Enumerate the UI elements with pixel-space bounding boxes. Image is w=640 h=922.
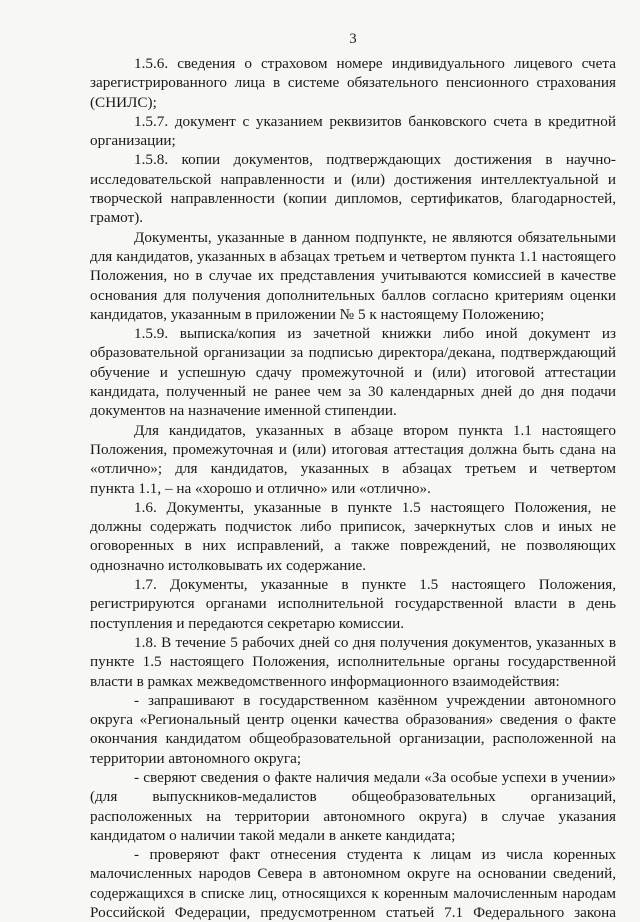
text-line: зарегистрированного лица в системе обязательного пенсионного страхования xyxy=(90,74,616,92)
text-line: грамот). xyxy=(90,209,144,227)
text-line: «отлично»; для кандидатов, указанных в абзацах третьем и четвертом xyxy=(90,460,616,478)
text-line: Положения, но в случае их представления учитываются комиссией в качестве xyxy=(90,267,616,285)
text-line: исследовательской направленности и (или) достижения интеллектуальной и xyxy=(90,170,616,188)
text-line: содержащихся в списке лиц, относящихся к коренным малочисленным народам xyxy=(90,884,616,902)
paragraph xyxy=(90,324,616,420)
text-line: 1.5.6. сведения о страховом номере индивидуального лицевого счета xyxy=(134,55,616,72)
text-line: - проверяют факт отнесения студента к лицам из числа коренных xyxy=(134,846,616,864)
paragraph xyxy=(90,691,616,768)
paragraph xyxy=(90,150,616,227)
text-line: однозначно истолковывать их содержание. xyxy=(90,556,367,574)
text-line: власти в рамках межведомственного информационного взаимодействия: xyxy=(90,672,560,690)
paragraph xyxy=(90,228,616,324)
document-body xyxy=(90,54,616,922)
text-line: окончания кандидатом общеобразовательной организации, расположенной на xyxy=(90,730,616,748)
text-line: основания для получения дополнительных баллов согласно критериям оценки xyxy=(90,286,616,304)
paragraph xyxy=(90,575,616,633)
text-line: пункта 1.1, – на «хорошо и отлично» или «отлично». xyxy=(90,479,431,497)
text-line: (для выпускников-медалистов общеобразовательных организаций, xyxy=(90,788,616,806)
text-line: малочисленных народов Севера в автономном округе на основании сведений, xyxy=(90,865,616,883)
paragraph xyxy=(90,633,616,691)
paragraph xyxy=(90,421,616,498)
text-line: 1.5.9. выписка/копия из зачетной книжки либо иной документ из xyxy=(134,325,616,343)
text-line: 1.7. Документы, указанные в пункте 1.5 настоящего Положения, xyxy=(134,576,616,594)
text-line: расположенных на территории автономного округа) в случае указания xyxy=(90,807,616,825)
text-line: организации; xyxy=(90,132,176,150)
text-line: округа «Региональный центр оценки качества образования» сведения о факте xyxy=(90,711,616,729)
text-line: обучение и успешную сдачу промежуточной и (или) итоговой аттестации xyxy=(90,363,616,381)
page-number: 3 xyxy=(349,31,357,47)
text-line: - сверяют сведения о факте наличия медали «За особые успехи в учении» xyxy=(134,768,616,786)
text-line: территории автономного округа; xyxy=(90,749,302,767)
paragraph xyxy=(90,54,616,112)
text-line: оговоренных в них исправлений, а также повреждений, не позволяющих xyxy=(90,537,616,555)
text-line: Российской Федерации, предусмотренном статьей 7.1 Федерального закона xyxy=(90,904,616,922)
text-line: - запрашивают в государственном казённом учреждении автономного xyxy=(134,691,616,709)
paragraph xyxy=(90,498,616,575)
text-line: 1.5.7. документ с указанием реквизитов банковского счета в кредитной xyxy=(134,112,616,130)
text-line: кандидата, полученный не ранее чем за 30 календарных дней до дня подачи xyxy=(90,383,616,401)
text-line: творческой направленности (копии дипломов, сертификатов, благодарностей, xyxy=(90,190,616,208)
text-line: должны содержать подчисток либо приписок, зачеркнутых слов и иных не xyxy=(90,518,616,536)
text-line: Документы, указанные в данном подпункте, не являются обязательными xyxy=(134,228,616,246)
text-line: поступления и передаются секретарю комиссии. xyxy=(90,614,405,632)
text-line: кандидатом о наличии такой медали в анкете кандидата; xyxy=(90,826,456,844)
text-line: Положения, промежуточная и (или) итоговая аттестация должна быть сдана на xyxy=(90,440,616,458)
text-line: 1.6. Документы, указанные в пункте 1.5 настоящего Положения, не xyxy=(134,498,616,516)
text-line: 1.5.8. копии документов, подтверждающих достижения в научно- xyxy=(134,151,616,169)
paragraph xyxy=(90,845,616,922)
text-line: образовательной организации за подписью директора/декана, подтверждающий xyxy=(90,344,616,362)
text-line: пункте 1.5 настоящего Положения, исполнительные органы государственной xyxy=(90,653,616,671)
text-line: 1.8. В течение 5 рабочих дней со дня получения документов, указанных в xyxy=(134,633,616,651)
paragraph xyxy=(90,768,616,845)
paragraph xyxy=(90,112,616,151)
text-line: Для кандидатов, указанных в абзаце втором пункта 1.1 настоящего xyxy=(134,421,616,439)
text-line: кандидатов, указанным в приложении № 5 к настоящему Положению; xyxy=(90,305,545,323)
text-line: для кандидатов, указанных в абзацах третьем и четвертом пункта 1.1 настоящего xyxy=(90,247,616,265)
text-line: (СНИЛС); xyxy=(90,93,157,111)
text-line: регистрируются органами исполнительной государственной власти в день xyxy=(90,595,616,613)
text-line: документов на назначение именной стипендии. xyxy=(90,402,397,420)
